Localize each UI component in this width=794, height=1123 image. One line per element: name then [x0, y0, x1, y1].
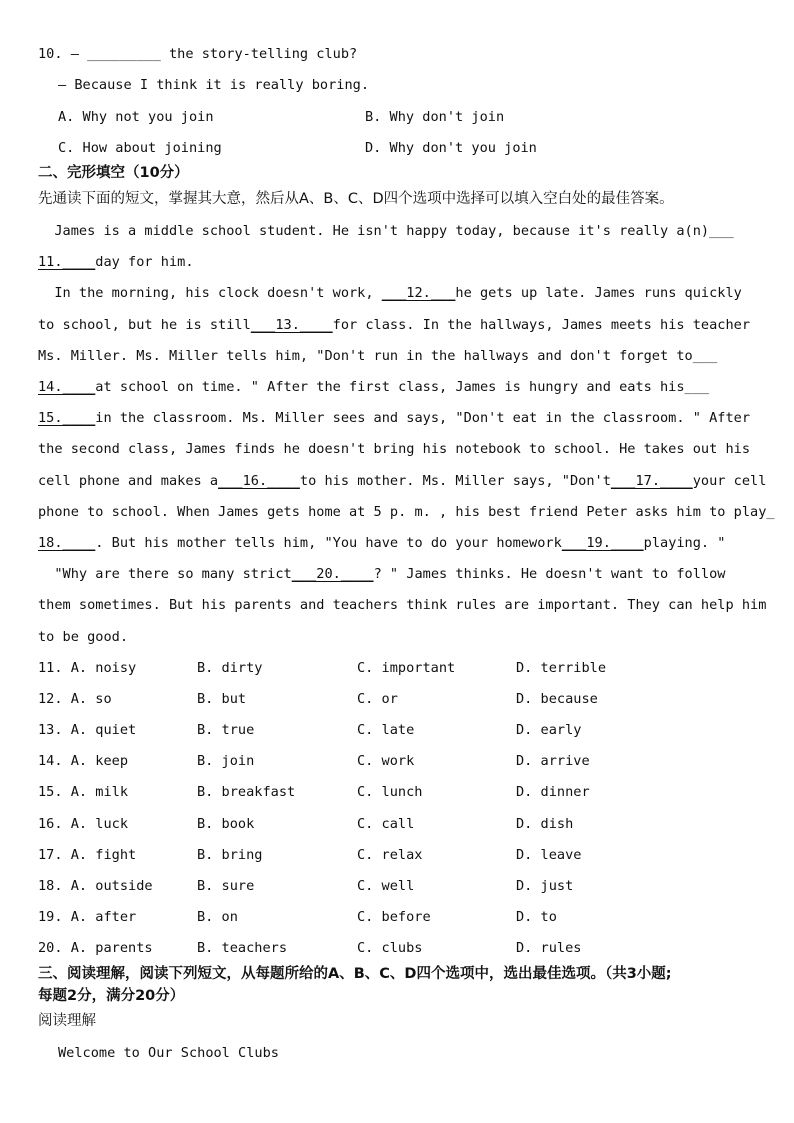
- passage-text: . But his mother tells him, "You have to do your homework: [95, 535, 562, 551]
- choice-option-d: D. because: [516, 691, 598, 708]
- choice-option-a: 20. A. parents: [38, 939, 153, 956]
- blank: ___16.____: [218, 473, 300, 489]
- choice-option-a: 15. A. milk: [38, 784, 129, 801]
- passage-line: [38, 534, 725, 552]
- passage-line: [38, 222, 734, 240]
- choice-option-b: B. on: [197, 908, 238, 925]
- choice-option-b: B. join: [197, 753, 255, 770]
- passage-text: for class. In the hallways, James meets his teacher: [332, 317, 751, 333]
- passage-line: [38, 253, 194, 271]
- choice-option-c: C. before: [357, 908, 431, 925]
- passage-text: to be good.: [38, 629, 129, 645]
- choice-option-a: 16. A. luck: [38, 815, 129, 832]
- choice-option-a: 14. A. keep: [38, 753, 129, 770]
- choice-option-c: C. late: [357, 722, 415, 739]
- passage-line: [38, 347, 717, 365]
- q10-option-b: B. Why don't join: [365, 109, 505, 125]
- blank: 14.____: [38, 379, 96, 395]
- passage-text: to school, but he is still: [38, 317, 251, 333]
- blank: 15.____: [38, 410, 96, 426]
- choice-option-c: C. relax: [357, 846, 423, 863]
- blank: ___13.____: [250, 317, 333, 333]
- q10-stem: [38, 45, 357, 63]
- choice-option-d: D. dinner: [516, 784, 590, 801]
- choice-option-b: B. but: [197, 691, 247, 708]
- choice-option-a: 11. A. noisy: [38, 660, 137, 676]
- passage-text: In the morning, his clock doesn't work,: [38, 285, 382, 301]
- passage-line: [38, 472, 766, 490]
- blank: ___20.____: [291, 566, 374, 582]
- passage-text: ? " James thinks. He doesn't want to follow: [373, 566, 726, 582]
- choice-option-a: 12. A. so: [38, 691, 112, 708]
- q10-option-c: C. How about joining: [58, 140, 222, 156]
- passage-line: [38, 409, 750, 427]
- blank: ___17.____: [610, 473, 693, 489]
- q10-suffix: the story-telling club?: [160, 46, 358, 62]
- choice-option-c: C. work: [357, 753, 415, 770]
- passage-text: James is a middle school student. He isn't happy today, because it's really a(n)___: [38, 223, 734, 239]
- q10-prefix: 10. —: [38, 46, 88, 62]
- passage-line: [38, 503, 775, 521]
- blank: 18.____: [38, 535, 96, 551]
- passage-line: [38, 316, 750, 334]
- choice-option-a: 17. A. fight: [38, 846, 137, 863]
- passage-line: [38, 628, 128, 646]
- section3-heading-line2: 每题2分，满分20分）: [38, 988, 185, 1004]
- passage-line: [38, 284, 742, 302]
- passage-line: [38, 596, 766, 614]
- choice-option-c: C. call: [357, 815, 415, 832]
- section3-subheading: 阅读理解: [38, 1013, 96, 1029]
- q10-reply: — Because I think it is really boring.: [58, 77, 369, 93]
- choice-option-d: D. dish: [516, 815, 574, 832]
- choice-option-c: C. lunch: [357, 784, 423, 801]
- choice-option-d: D. early: [516, 722, 582, 739]
- choice-option-c: C. well: [357, 877, 415, 894]
- choice-option-b: B. bring: [197, 846, 263, 863]
- passage-text: playing. ": [643, 535, 726, 551]
- passage-text: day for him.: [95, 254, 194, 270]
- passage-text: Ms. Miller. Ms. Miller tells him, "Don't run in the hallways and don't forget to___: [38, 348, 718, 364]
- choice-option-a: 18. A. outside: [38, 877, 153, 894]
- passage-text: them sometimes. But his parents and teachers think rules are important. They can help him: [38, 597, 767, 613]
- choice-option-b: B. sure: [197, 877, 255, 894]
- section2-heading: 二、完形填空（10分）: [38, 165, 189, 181]
- choice-option-d: D. arrive: [516, 753, 590, 770]
- choice-option-c: C. clubs: [357, 939, 423, 956]
- article-title: Welcome to Our School Clubs: [58, 1045, 279, 1061]
- passage-text: phone to school. When James gets home at 5 p. m. , his best friend Peter asks him to play_: [38, 504, 775, 520]
- section2-instruction: 先通读下面的短文，掌握其大意，然后从A、B、C、D四个选项中选择可以填入空白处的最佳答案。: [38, 191, 674, 207]
- choice-option-d: D. just: [516, 877, 574, 894]
- choice-option-b: B. dirty: [197, 660, 263, 676]
- section3-heading-line1: 三、阅读理解，阅读下列短文，从每题所给的A、B、C、D四个选项中，选出最佳选项。（共3小题;: [38, 966, 672, 982]
- choice-option-d: D. terrible: [516, 660, 607, 676]
- passage-line: [38, 378, 709, 396]
- q10-option-d: D. Why don't you join: [365, 140, 537, 156]
- blank: ___12.___: [381, 285, 456, 301]
- choice-option-c: C. or: [357, 691, 398, 708]
- passage-text: he gets up late. James runs quickly: [455, 285, 742, 301]
- passage-text: cell phone and makes a: [38, 473, 219, 489]
- passage-text: to his mother. Ms. Miller says, "Don't: [299, 473, 611, 489]
- blank: 11.____: [38, 254, 96, 270]
- choice-option-b: B. true: [197, 722, 255, 739]
- passage-line: [38, 565, 725, 583]
- choice-option-d: D. rules: [516, 939, 582, 956]
- passage-text: the second class, James finds he doesn't bring his notebook to school. He takes out his: [38, 441, 751, 457]
- q10-option-a: A. Why not you join: [58, 109, 214, 125]
- choice-option-d: D. to: [516, 908, 557, 925]
- passage-text: your cell: [692, 473, 767, 489]
- choice-option-b: B. book: [197, 815, 255, 832]
- choice-option-c: C. important: [357, 660, 456, 676]
- q10-blank: _________: [87, 46, 161, 62]
- choice-option-d: D. leave: [516, 846, 582, 863]
- passage-text: "Why are there so many strict: [38, 566, 292, 582]
- blank: ___19.____: [561, 535, 644, 551]
- choice-option-b: B. breakfast: [197, 784, 296, 801]
- passage-line: [38, 440, 750, 458]
- passage-text: at school on time. " After the first class, James is hungry and eats his___: [95, 379, 710, 395]
- passage-text: in the classroom. Ms. Miller sees and says, "Don't eat in the classroom. " After: [95, 410, 751, 426]
- choice-option-b: B. teachers: [197, 939, 288, 956]
- choice-option-a: 19. A. after: [38, 908, 137, 925]
- choice-option-a: 13. A. quiet: [38, 722, 137, 739]
